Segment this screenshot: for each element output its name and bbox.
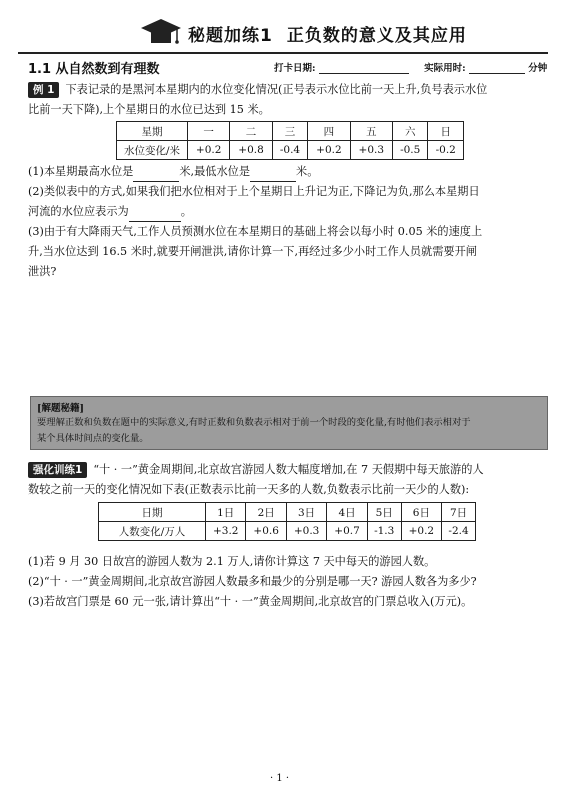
page-title bbox=[188, 21, 481, 46]
question-2-line2 bbox=[28, 202, 552, 222]
example1-questions bbox=[28, 162, 552, 282]
table-header-cell: 日 bbox=[428, 122, 464, 141]
table-header-cell: 二 bbox=[230, 122, 272, 141]
table-cell: -0.5 bbox=[392, 141, 428, 160]
table-header-row bbox=[117, 122, 464, 141]
table-header-label: 星期 bbox=[117, 122, 188, 141]
table-cell: -1.3 bbox=[367, 522, 401, 541]
checkin-date-blank[interactable] bbox=[319, 73, 409, 74]
table-header-cell: 四 bbox=[308, 122, 350, 141]
practice-question-1: (1)若 9 月 30 日故宫的游园人数为 2.1 万人,请你计算这 7 天中每天的游园人数。 bbox=[28, 555, 436, 568]
table-header-cell: 6日 bbox=[401, 503, 441, 522]
water-level-table bbox=[116, 121, 464, 160]
table-header-cell: 六 bbox=[392, 122, 428, 141]
table-cell: +0.3 bbox=[350, 141, 392, 160]
question-1-text: 米。 bbox=[296, 165, 319, 178]
table-header-cell: 7日 bbox=[442, 503, 476, 522]
table-header-row bbox=[99, 503, 476, 522]
practice-question-2: (2)“十 · 一”黄金周期间,北京故宫游园人数最多和最少的分别是哪一天? 游园人数各为多少? bbox=[28, 575, 477, 588]
table-row bbox=[117, 141, 464, 160]
page-number: · 1 · bbox=[270, 773, 290, 784]
table-header-cell: 五 bbox=[350, 122, 392, 141]
question-1 bbox=[28, 162, 552, 182]
table-header-cell: 三 bbox=[272, 122, 308, 141]
question-2-text: 河流的水位应表示为 bbox=[28, 205, 129, 218]
question-3-line3: 泄洪? bbox=[28, 265, 57, 278]
example1-intro bbox=[28, 80, 552, 120]
section-header bbox=[28, 58, 548, 76]
actual-time-blank[interactable] bbox=[469, 73, 525, 74]
table-cell: +0.2 bbox=[188, 141, 230, 160]
table-cell: -0.2 bbox=[428, 141, 464, 160]
table-row-label: 水位变化/米 bbox=[117, 141, 188, 160]
question-2-text: 。 bbox=[180, 205, 192, 218]
table-cell: +0.2 bbox=[401, 522, 441, 541]
practice1-intro bbox=[28, 460, 552, 500]
table-row-label: 人数变化/万人 bbox=[99, 522, 206, 541]
table-cell: +3.2 bbox=[206, 522, 246, 541]
page-header bbox=[140, 16, 481, 50]
question-2-line1: (2)类似表中的方式,如果我们把水位相对于上个星期日上升记为正,下降记为负,那么本星期日 bbox=[28, 185, 480, 198]
practice1-tag: 强化训练1 bbox=[28, 462, 87, 478]
table-header-cell: 3日 bbox=[286, 503, 326, 522]
table-header-cell: 2日 bbox=[246, 503, 286, 522]
table-cell: +0.3 bbox=[286, 522, 326, 541]
solution-tip-line: 要理解正数和负数在题中的实际意义,有时正数和负数表示相对于前一个时段的变化量,有时他们表示相对于 bbox=[37, 417, 471, 428]
checkin-date-label: 打卡日期: bbox=[274, 63, 316, 74]
example1-intro-line1: 下表记录的是黑河本星期内的水位变化情况(正号表示水位比前一天上升,负号表示水位 bbox=[65, 83, 488, 96]
practice-question-3: (3)若故宫门票是 60 元一张,请计算出“十 · 一”黄金周期间,北京故宫的门票总收入(万元)。 bbox=[28, 595, 473, 608]
question-1-text: 米,最低水位是 bbox=[179, 165, 251, 178]
table-row bbox=[99, 522, 476, 541]
solution-tip-box bbox=[30, 396, 548, 450]
solution-tip-title: [解题秘籍] bbox=[37, 403, 84, 414]
table-cell: -2.4 bbox=[442, 522, 476, 541]
section-title: 1.1 从自然数到有理数 bbox=[28, 62, 160, 77]
checkin-info bbox=[274, 60, 547, 74]
table-cell: -0.4 bbox=[272, 141, 308, 160]
time-unit: 分钟 bbox=[528, 63, 548, 74]
graduation-cap-icon bbox=[140, 17, 182, 49]
actual-time-label: 实际用时: bbox=[424, 63, 466, 74]
solution-tip-line: 某个具体时间点的变化量。 bbox=[37, 433, 149, 444]
solution-tip-body bbox=[37, 415, 541, 447]
example1-tag: 例 1 bbox=[28, 82, 59, 98]
practice1-questions bbox=[28, 552, 552, 612]
title-topic: 正负数的意义及其应用 bbox=[286, 25, 467, 46]
practice1-intro-line2: 数较之前一天的变化情况如下表(正数表示比前一天多的人数,负数表示比前一天少的人数): bbox=[28, 483, 470, 496]
table-cell: +0.2 bbox=[308, 141, 350, 160]
practice1-intro-line1: “十 · 一”黄金周期间,北京故宫游园人数大幅度增加,在 7 天假期中每天旅游的人 bbox=[93, 463, 484, 476]
table-cell: +0.6 bbox=[246, 522, 286, 541]
table-header-label: 日期 bbox=[99, 503, 206, 522]
table-header-cell: 5日 bbox=[367, 503, 401, 522]
example1-intro-line2: 比前一天下降),上个星期日的水位已达到 15 米。 bbox=[28, 103, 270, 116]
header-divider bbox=[18, 52, 548, 54]
table-header-cell: 一 bbox=[188, 122, 230, 141]
table-header-cell: 4日 bbox=[327, 503, 367, 522]
question-1-text: (1)本星期最高水位是 bbox=[28, 165, 134, 178]
question-3-line2: 升,当水位达到 16.5 米时,就要开闸泄洪,请你计算一下,再经过多少小时工作人员就需要开闸 bbox=[28, 245, 477, 258]
table-header-cell: 1日 bbox=[206, 503, 246, 522]
visitors-table bbox=[98, 502, 476, 541]
title-series: 秘题加练1 bbox=[188, 25, 273, 46]
question-3-line1: (3)由于有大降雨天气,工作人员预测水位在本星期日的基础上将会以每小时 0.05 米的速度上 bbox=[28, 225, 483, 238]
table-cell: +0.8 bbox=[230, 141, 272, 160]
table-cell: +0.7 bbox=[327, 522, 367, 541]
